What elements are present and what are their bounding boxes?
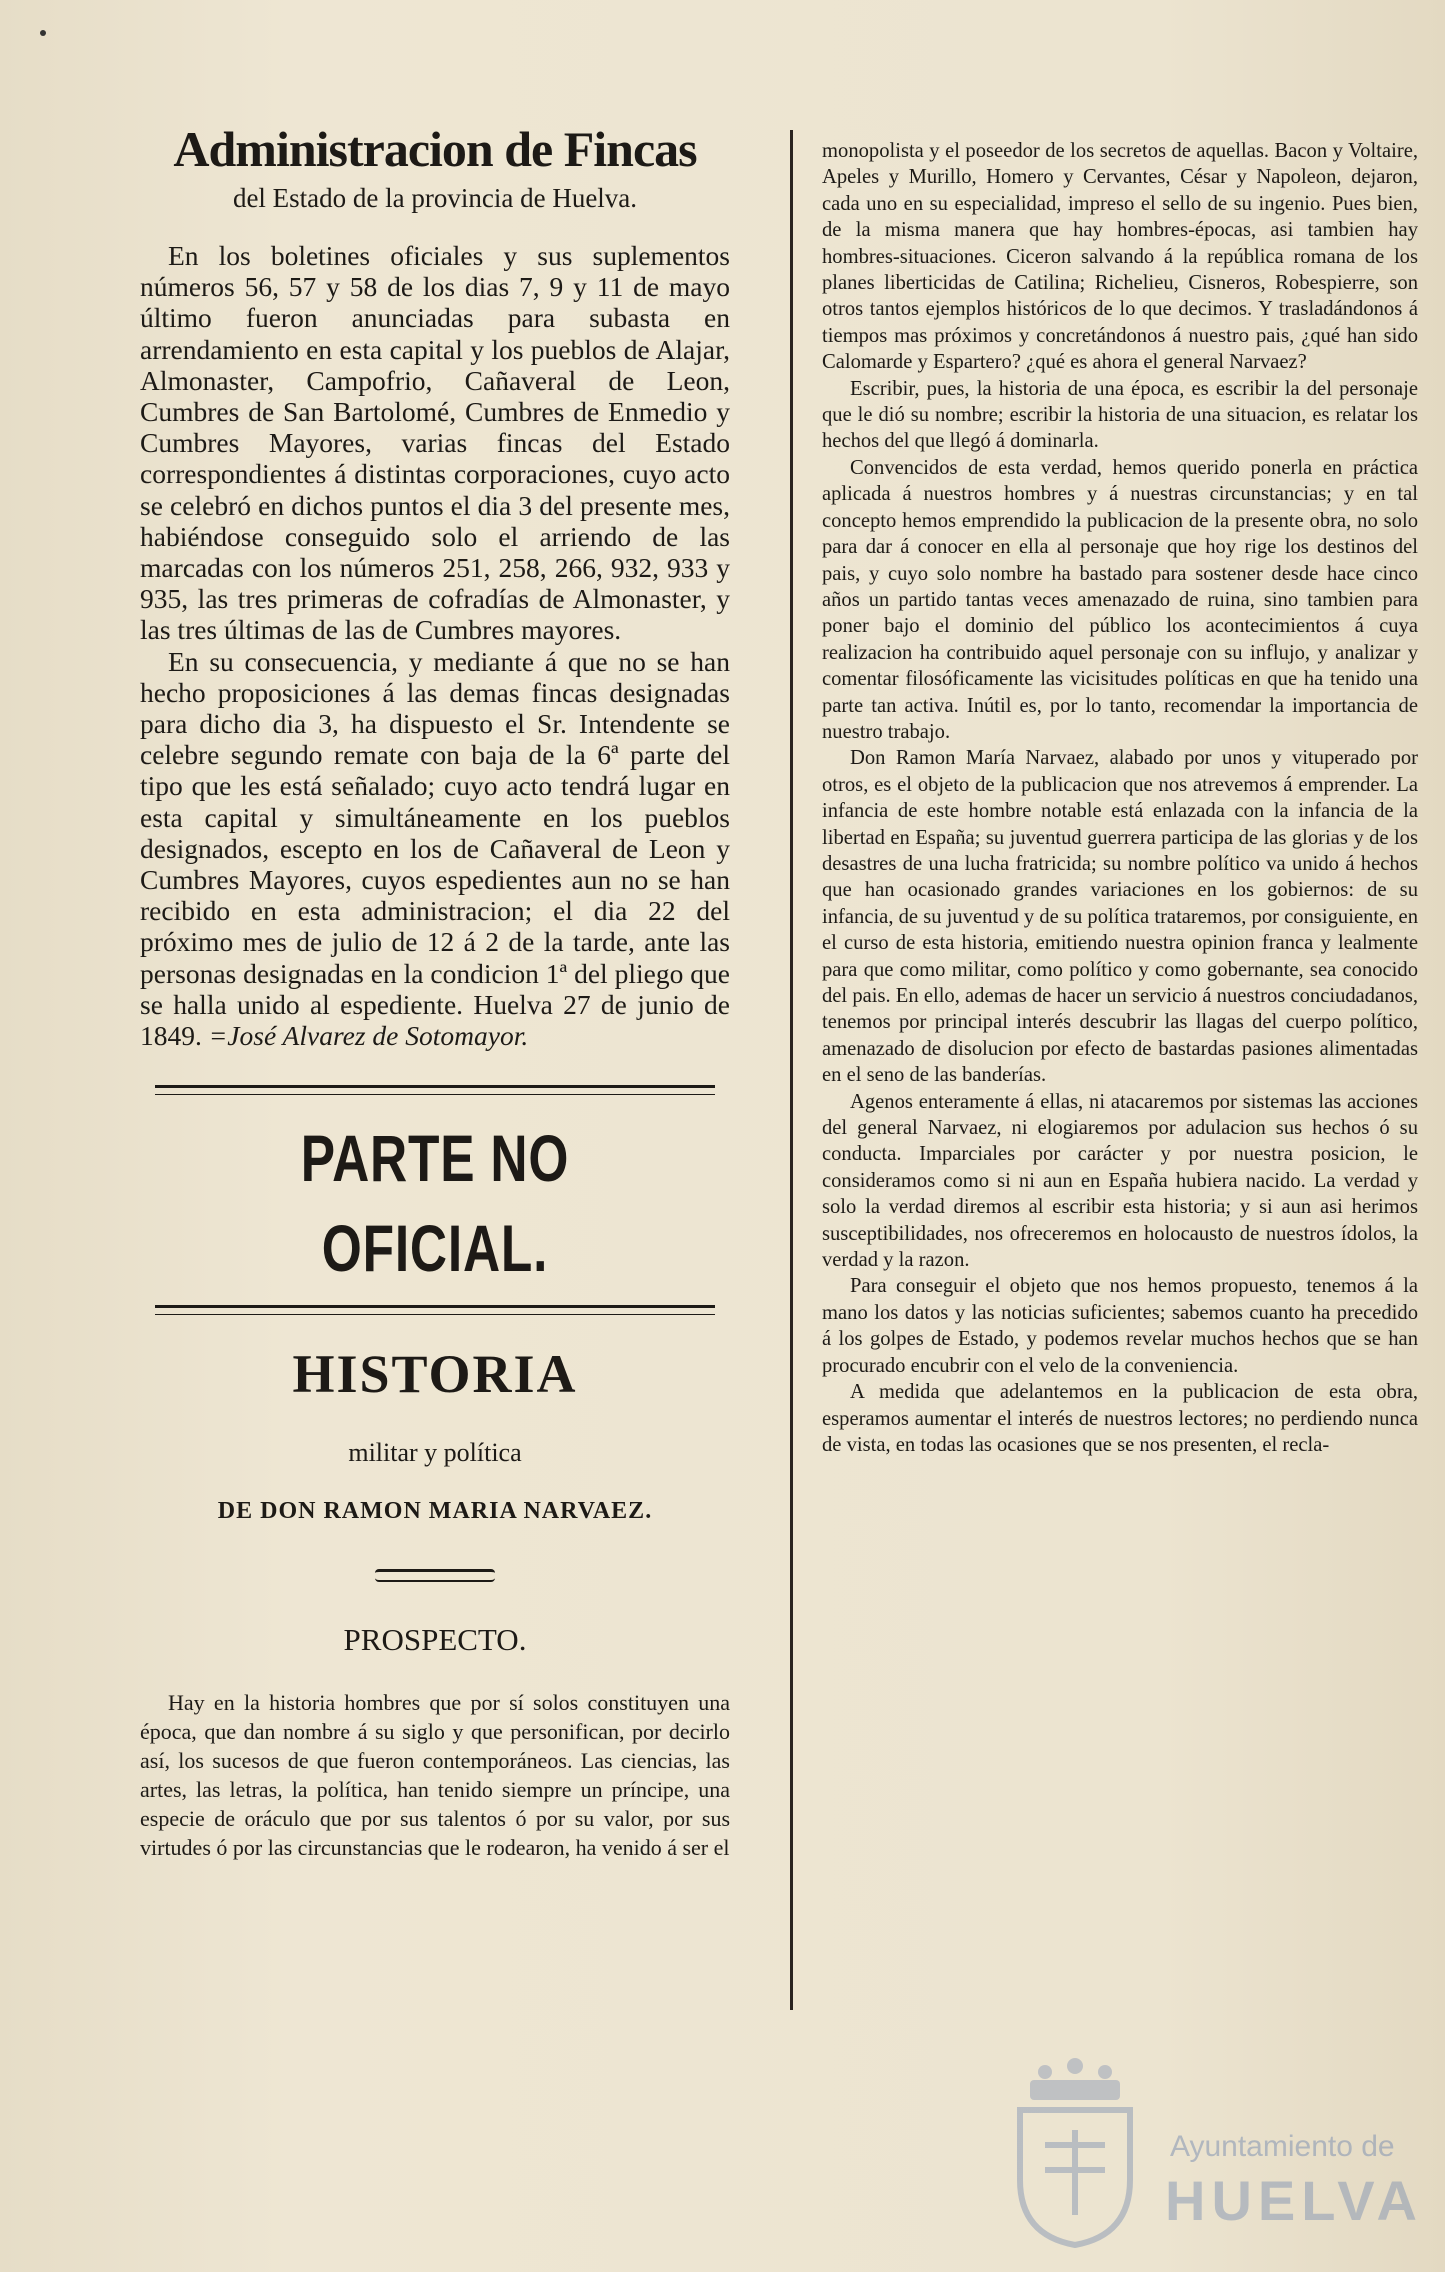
city-crest-icon (1000, 2050, 1150, 2250)
notice-paragraph-2: En su consecuencia, y mediante á que no se han hecho proposiciones á las demas fincas designadas para dicho dia 3, ha dispuesto el Sr. Intendente se celebre segundo remate con baja de la 6ª parte del tipo que les está señalado; cuyo acto tendrá lugar en esta capital y simultáneamente en los pueblos designados, escepto en los de Cañaveral de Leon y Cumbres Mayores, cuyos espedientes aun no se han recibido en esta administracion; el dia 22 del próximo mes de julio de 12 á 2 de la tarde, ante las personas designadas en la condicion 1ª del pliego que se halla unido al espediente. Huelva 27 de junio de 1849. =José Alvarez de Sotomayor. (140, 645, 730, 1052)
prospecto-heading: PROSPECTO. (343, 1622, 527, 1658)
archive-watermark (1000, 2050, 1423, 2260)
article-paragraph-7: A medida que adelantemos en la publicacion de esta obra, esperamos aumentar el interés de nuestros lectores; no perdiendo nunca de vista, en todas las ocasiones que se nos presenten, el recla- (822, 1381, 1418, 1456)
article-paragraph-4: Don Ramon María Narvaez, alabado por unos y vituperado por otros, es el objeto de la publicacion que nos atrevemos á emprender. La infancia de este hombre notable está enlazada con la infancia de la libertad en España; su juventud guerrera participa de las glorias y de los desastres de una lucha fratricida; su nombre político va unido á hechos que han ocasionado grandes variaciones en los gobiernos: de su infancia, de su juventud y de su política trataremos, por consiguiente, en el curso de esta historia, emitiendo nuestra opinion franca y lealmente para que como militar, como político y como gobernante, sea conocido del pais. En ello, ademas de hacer un servicio á nuestros conciudadanos, tenemos por principal interés descubrir las llagas del cuerpo político, amenazado de disolucion por efecto de bastardas pasiones alimentadas en el seno de las banderías. (822, 747, 1418, 1087)
article-paragraph-6: Para conseguir el objeto que nos hemos propuesto, tenemos á la mano los datos y las noticias suficientes; sabemos cuanto ha precedido á los golpes de Estado, y podemos revelar muchos hechos que se han procurado encubrir con el velo de la conveniencia. (822, 1275, 1418, 1377)
article-paragraph-3: Convencidos de esta verdad, hemos querido ponerla en práctica aplicada á nuestros hombres y á nuestras circunstancias; y en tal concepto hemos emprendido la publicacion de la presente obra, no solo para dar á conocer en ella al personaje que hoy rige los destinos del pais, y cuyo solo nombre ha bastado para sostener desde hace cinco años un partido tantas veces amenazado de ruina, sino tambien para poner bajo el dominio del público los acontecimientos á cuya realizacion ha contribuido aquel personaje con su influjo, y analizar y comentar filosóficamente las vicisitudes políticas en que ha tenido una parte tan activa. Inútil es, por lo tanto, recomendar la importancia de nuestro trabajo. (822, 456, 1418, 743)
right-column (822, 138, 1418, 2018)
article-paragraph-2: Escribir, pues, la historia de una época, es escribir la del personaje que le dió su nombre; escribir la historia de una situacion, es relatar los hechos del que llegó á dominarla. (822, 377, 1418, 453)
section-rule-top (155, 1085, 715, 1095)
signature: =José Alvarez de Sotomayor. (208, 1020, 529, 1052)
ornament-rule (375, 1569, 495, 1582)
article-paragraph-5: Agenos enteramente á ellas, ni atacaremos por sistemas las acciones del general Narvaez, ni elogiaremos por adulacion sus hechos ó su conducta. Imparciales por carácter y por nuestra posicion, le consideramos como si ni aun en España hubiera nacido. La verdad y solo la verdad diremos al escribir esta historia; y si aun asi herimos susceptibilidades, nos ofreceremos en holocausto de nuestros ídolos, la verdad y la razon. (822, 1090, 1418, 1272)
parte-no-oficial-heading: PARTE NO OFICIAL. (300, 1121, 570, 1286)
administration-title: Administracion de Fincas (173, 121, 697, 177)
column-divider (790, 130, 793, 2010)
ink-speck (40, 30, 46, 36)
historia-subject: DE DON RAMON MARIA NARVAEZ. (217, 1498, 653, 1525)
left-column (140, 110, 730, 2110)
notice-paragraph-1: En los boletines oficiales y sus suplementos números 56, 57 y 58 de los dias 7, 9 y 11 de mayo último fueron anunciadas para subasta en arrendamiento en esta capital y los pueblos de Alajar, Almonaster, Campofrio, Cañaveral de Leon, Cumbres de San Bartolomé, Cumbres de Enmedio y Cumbres Mayores, varias fincas del Estado correspondientes á distintas corporaciones, cuyo acto se celebró en dichos puntos el dia 3 del presente mes, habiéndose conseguido solo el arriendo de las marcadas con los números 251, 258, 266, 932, 933 y 935, las tres primeras de cofradías de Almonaster, y las tres últimas de las de Cumbres mayores. (140, 240, 730, 646)
historia-subheading: militar y política (348, 1438, 522, 1468)
section-rule-bottom (155, 1305, 715, 1315)
article-paragraph-1: monopolista y el poseedor de los secretos de aquellas. Bacon y Voltaire, Apeles y Murillo, Homero y Cervantes, César y Napoleon, dejaron, cada uno en su especialidad, impreso el sello de su ingenio. Pues bien, de la misma manera que hay hombres-épocas, asi tambien hay hombres-situaciones. Ciceron salvando á la república romana de los planes liberticidas de Catilina; Richelieu, Cisneros, Robespierre, son otros tantos ejemplos históricos de lo que decimos. Y trasladándonos á tiempos mas próximos y concretándonos á nuestro pais, ¿qué han sido Calomarde y Espartero? ¿qué es ahora el general Narvaez? (822, 140, 1418, 374)
watermark-line-1: Ayuntamiento de (1170, 2130, 1395, 2163)
watermark-line-2: HUELVA (1165, 2169, 1423, 2232)
administration-subtitle: del Estado de la provincia de Huelva. (232, 183, 638, 213)
prospecto-paragraph: Hay en la historia hombres que por sí solos constituyen una época, que dan nombre á su siglo y que personifican, por decirlo así, los sucesos de que fueron contemporáneos. Las ciencias, las artes, las letras, la política, han tenido siempre un príncipe, una especie de oráculo que por sus talentos ó por su valor, por sus virtudes ó por las circunstancias que le rodearon, ha venido á ser el (140, 1690, 730, 1861)
historia-heading: HISTORIA (292, 1344, 578, 1405)
